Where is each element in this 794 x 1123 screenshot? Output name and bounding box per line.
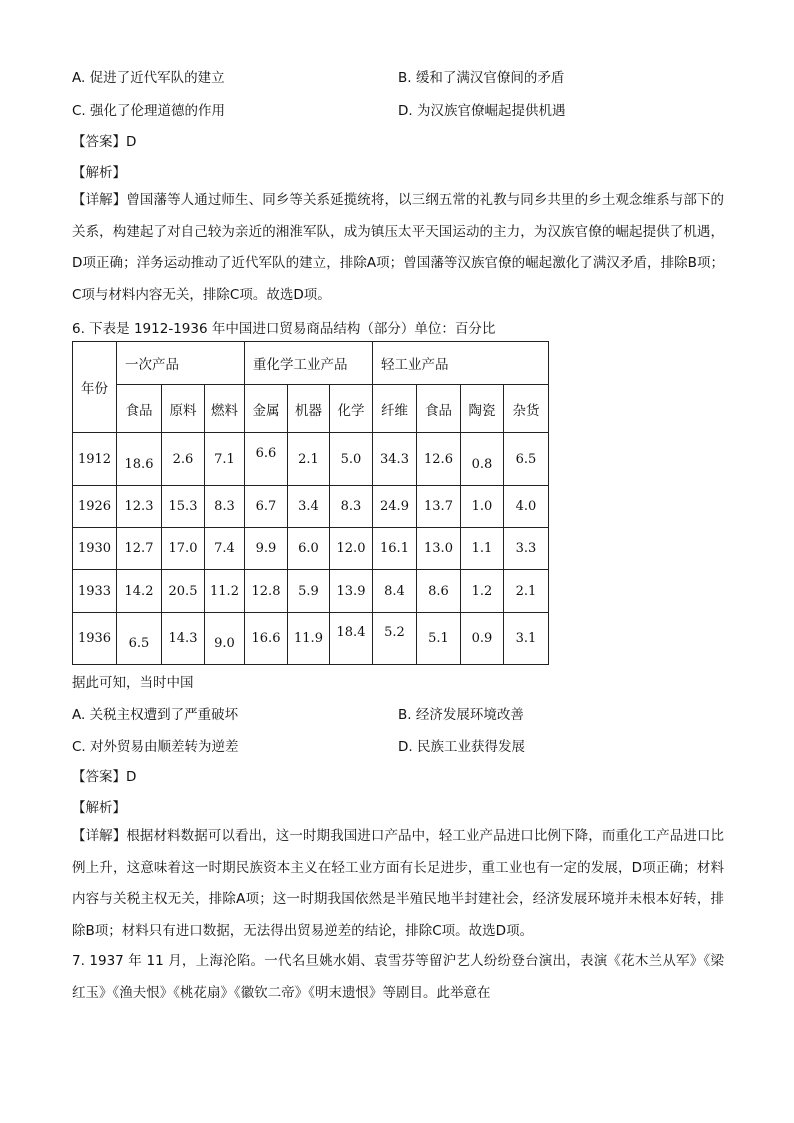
column-header: 金属 xyxy=(245,385,288,433)
value-cell: 6.6 xyxy=(255,445,277,461)
value-cell: 6.0 xyxy=(288,528,330,570)
column-header: 陶瓷 xyxy=(461,385,504,433)
value-cell: 6.5 xyxy=(128,636,150,651)
q5-analysis-label: 【解析】 xyxy=(72,165,126,181)
value-cell: 13.7 xyxy=(417,486,461,528)
table-row xyxy=(73,613,549,665)
q6-options-row-2 xyxy=(72,735,722,755)
column-header: 燃料 xyxy=(205,385,245,433)
table-group-header-row xyxy=(73,342,549,385)
value-cell: 13.0 xyxy=(417,528,461,570)
year-cell: 1936 xyxy=(73,613,117,665)
value-cell: 17.0 xyxy=(162,528,205,570)
value-cell: 11.9 xyxy=(288,613,330,665)
value-cell: 12.7 xyxy=(117,528,162,570)
value-cell: 9.9 xyxy=(245,528,288,570)
year-cell: 1930 xyxy=(73,528,117,570)
value-cell: 7.1 xyxy=(205,433,245,486)
value-cell: 8.3 xyxy=(205,486,245,528)
value-cell: 18.6 xyxy=(124,456,154,472)
q5-option-b[interactable]: B. 缓和了满汉官僚间的矛盾 xyxy=(398,70,565,86)
value-cell: 13.9 xyxy=(330,570,373,613)
value-cell: 6.5 xyxy=(504,433,549,486)
value-cell: 12.3 xyxy=(117,486,162,528)
value-cell: 14.3 xyxy=(162,613,205,665)
column-header: 食品 xyxy=(417,385,461,433)
group-header: 重化学工业产品 xyxy=(245,342,373,385)
table-row xyxy=(73,570,549,613)
column-header: 化学 xyxy=(330,385,373,433)
q6-detail: 【详解】根据材料数据可以看出，这一时期我国进口产品中，轻工业产品进口比例下降，而重化工产品进口比例上升，这意味着这一时期民族资本主义在轻工业方面有长足进步，重工业也有一定的发展，D项正确；材料内容与关税主权无关，排除A项；这一时期我国依然是半殖民地半封建社会，经济发展环境并未根本好转，排除B项；材料只有进口数据，无法得出贸易逆差的结论，排除C项。故选D项。 xyxy=(72,828,724,939)
table-column-header-row xyxy=(73,385,549,433)
q6-import-table xyxy=(72,341,549,665)
value-cell: 5.9 xyxy=(288,570,330,613)
value-cell: 24.9 xyxy=(373,486,417,528)
column-header: 机器 xyxy=(288,385,330,433)
value-cell: 1.2 xyxy=(461,570,504,613)
q6-option-d[interactable]: D. 民族工业获得发展 xyxy=(398,739,525,755)
column-header: 杂货 xyxy=(504,385,549,433)
value-cell: 2.1 xyxy=(288,433,330,486)
value-cell: 16.1 xyxy=(373,528,417,570)
year-cell: 1933 xyxy=(73,570,117,613)
value-cell: 18.4 xyxy=(336,625,366,640)
value-cell: 3.3 xyxy=(504,528,549,570)
value-cell: 3.4 xyxy=(288,486,330,528)
value-cell: 12.6 xyxy=(417,433,461,486)
value-cell: 12.0 xyxy=(330,528,373,570)
value-cell: 5.1 xyxy=(417,613,461,665)
value-cell: 15.3 xyxy=(162,486,205,528)
value-cell: 12.8 xyxy=(245,570,288,613)
value-cell: 2.1 xyxy=(504,570,549,613)
column-header: 原料 xyxy=(162,385,205,433)
q5-option-c[interactable]: C. 强化了伦理道德的作用 xyxy=(72,103,226,119)
table-row xyxy=(73,486,549,528)
value-cell: 7.4 xyxy=(205,528,245,570)
q6-answer: 【答案】D xyxy=(72,769,137,785)
value-cell: 34.3 xyxy=(373,433,417,486)
value-cell: 8.3 xyxy=(330,486,373,528)
q6-prompt: 据此可知，当时中国 xyxy=(72,675,194,691)
value-cell: 0.8 xyxy=(471,456,493,472)
table-row xyxy=(73,528,549,570)
column-header: 纤维 xyxy=(373,385,417,433)
q7-stem: 7. 1937 年 11 月，上海沦陷。一代名旦姚水娟、袁雪芬等留沪艺人纷纷登台演出，表演《花木兰从军》《梁红玉》《渔夫恨》《桃花扇》《徽钦二帝》《明末遗恨》等剧目。此举意在 xyxy=(72,953,724,1001)
group-header: 一次产品 xyxy=(117,342,245,385)
q5-options-row-2 xyxy=(72,99,722,119)
column-header: 食品 xyxy=(117,385,162,433)
q5-option-d[interactable]: D. 为汉族官僚崛起提供机遇 xyxy=(398,103,566,119)
value-cell: 4.0 xyxy=(504,486,549,528)
table-row xyxy=(73,433,549,486)
q5-detail: 【详解】曾国藩等人通过师生、同乡等关系延揽统将，以三纲五常的礼教与同乡共里的乡土观念维系与部下的关系，构建起了对自己较为亲近的湘淮军队，成为镇压太平天国运动的主力，为汉族官僚的崛起提供了机遇，D项正确；洋务运动推动了近代军队的建立，排除A项；曾国藩等汉族官僚的崛起激化了满汉矛盾，排除B项；C项与材料内容无关，排除C项。故选D项。 xyxy=(72,192,724,303)
q5-answer: 【答案】D xyxy=(72,134,137,150)
q6-options-row-1 xyxy=(72,703,722,723)
q6-stem: 6. 下表是 1912-1936 年中国进口贸易商品结构（部分）单位：百分比 xyxy=(72,321,496,337)
value-cell: 1.0 xyxy=(461,486,504,528)
q5-options-row-1 xyxy=(72,66,722,86)
q6-analysis-label: 【解析】 xyxy=(72,800,126,816)
value-cell: 2.6 xyxy=(162,433,205,486)
q5-option-a[interactable]: A. 促进了近代军队的建立 xyxy=(72,70,225,86)
q6-option-c[interactable]: C. 对外贸易由顺差转为逆差 xyxy=(72,739,239,755)
year-header: 年份 xyxy=(73,342,117,433)
value-cell: 5.0 xyxy=(330,433,373,486)
value-cell: 14.2 xyxy=(117,570,162,613)
value-cell: 16.6 xyxy=(245,613,288,665)
q6-option-a[interactable]: A. 关税主权遭到了严重破坏 xyxy=(72,707,239,723)
year-cell: 1926 xyxy=(73,486,117,528)
value-cell: 8.6 xyxy=(417,570,461,613)
value-cell: 20.5 xyxy=(162,570,205,613)
year-cell: 1912 xyxy=(73,433,117,486)
value-cell: 1.1 xyxy=(461,528,504,570)
value-cell: 11.2 xyxy=(205,570,245,613)
value-cell: 6.7 xyxy=(245,486,288,528)
value-cell: 3.1 xyxy=(504,613,549,665)
value-cell: 9.0 xyxy=(214,636,235,651)
value-cell: 8.4 xyxy=(373,570,417,613)
value-cell: 5.2 xyxy=(384,625,405,640)
group-header: 轻工业产品 xyxy=(373,342,549,385)
q6-option-b[interactable]: B. 经济发展环境改善 xyxy=(398,707,524,723)
value-cell: 0.9 xyxy=(461,613,504,665)
